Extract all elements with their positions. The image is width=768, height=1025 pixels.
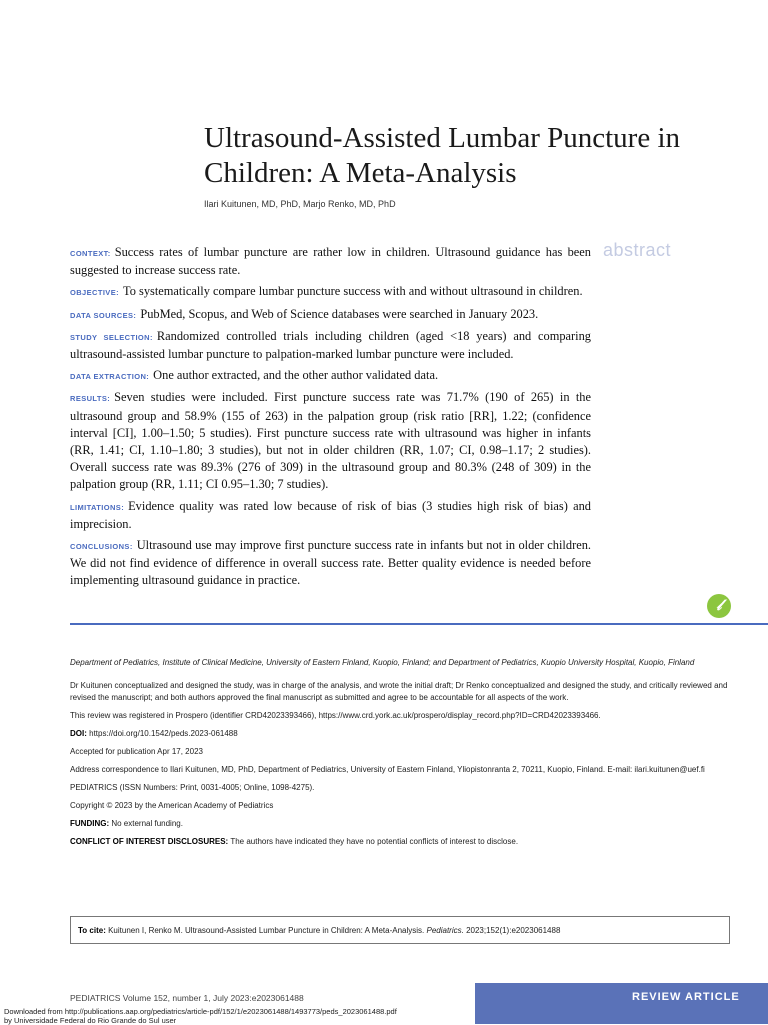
abstract-extraction [70, 367, 591, 385]
download-line-2: by Universidade Federal do Rio Grande do Sul user [4, 1017, 397, 1025]
download-line-1[interactable]: Downloaded from http://publications.aap.org/pediatrics/article-pdf/152/1/e2023061488/1493773/peds_2023061488.pdf [4, 1008, 397, 1017]
citation-box [70, 916, 730, 944]
abstract-limitations [70, 498, 591, 533]
download-notice [4, 1008, 397, 1025]
conclusions-text: Ultrasound use may improve first puncture success rate in infants but not in older children. We did not find evidence of difference in overall success rate. Better quality evidence is needed before implementing ultrasound guidance in practice. [70, 538, 591, 587]
results-label: RESULTS: [70, 394, 110, 403]
sources-text: PubMed, Scopus, and Web of Science databases were searched in January 2023. [140, 307, 538, 321]
footer-journal-info: PEDIATRICS Volume 152, number 1, July 2023:e2023061488 [70, 993, 304, 1003]
cite-text: Kuitunen I, Renko M. Ultrasound-Assisted Lumbar Puncture in Children: A Meta-Analysis. [108, 926, 424, 935]
section-divider [70, 623, 768, 625]
funding-label: FUNDING: [70, 819, 109, 828]
author-list: Ilari Kuitunen, MD, PhD, Marjo Renko, MD, PhD [204, 199, 396, 209]
funding-text: No external funding. [111, 819, 183, 828]
accepted-date: Accepted for publication Apr 17, 2023 [70, 746, 730, 758]
conclusions-label: CONCLUSIONS: [70, 542, 133, 551]
review-article-band [475, 983, 768, 1024]
abstract-selection [70, 328, 591, 363]
coi-line [70, 836, 730, 848]
results-text: Seven studies were included. First puncture success rate was 71.7% (190 of 265) in the ultrasound group and 58.9% (155 of 263) in the palpation group (risk ratio [RR], 1.22; (confidence interval [CI], 1.00–1.50; 5 studies). First puncture success rate with ultrasound was higher in infants (RR, 1.41; CI, 1.10–1.80; 3 studies), but not in older children (RR, 1.07; CI, 0.98–1.17; 2 studies). Overall success rate was 89.3% (276 of 309) in the ultrasound group and 80.3% (248 of 309) in the palpation group (RR, 1.11; CI 0.95–1.30; 7 studies). [70, 390, 591, 491]
author-contributions: Dr Kuitunen conceptualized and designed the study, was in charge of the analysis, and wrote the initial draft; Dr Renko conceptualized and designed the study, and critically reviewed and revised the manuscript; and both authors approved the final manuscript as submitted and agree to be accountable for all aspects of the work. [70, 680, 730, 704]
copyright-line: Copyright © 2023 by the American Academy of Pediatrics [70, 800, 730, 812]
abstract-body [70, 244, 591, 594]
extraction-label: DATA EXTRACTION: [70, 372, 149, 381]
cite-ref: 2023;152(1):e2023061488 [466, 926, 560, 935]
article-title: Ultrasound-Assisted Lumbar Puncture in Children: A Meta-Analysis [204, 121, 744, 191]
abstract-conclusions [70, 537, 591, 590]
registration-note: This review was registered in Prospero (identifier CRD42023393466), https://www.crd.york.ac.uk/prospero/display_record.php?ID=CRD42023393466. [70, 710, 730, 722]
funding-line [70, 818, 730, 830]
context-text: Success rates of lumbar puncture are rather low in children. Ultrasound guidance has been suggested to increase success rate. [70, 245, 591, 277]
context-label: CONTEXT: [70, 249, 111, 258]
abstract-heading: abstract [603, 240, 671, 261]
section-label: REVIEW ARTICLE [632, 991, 740, 1003]
abstract-sources [70, 306, 591, 324]
abstract-results [70, 389, 591, 493]
coi-label: CONFLICT OF INTEREST DISCLOSURES: [70, 837, 228, 846]
objective-label: OBJECTIVE: [70, 288, 119, 297]
sources-label: DATA SOURCES: [70, 311, 136, 320]
abstract-context [70, 244, 591, 279]
open-access-icon[interactable]: 𝓁 [707, 594, 731, 618]
doi-line [70, 728, 730, 740]
cite-label: To cite: [78, 926, 106, 935]
limitations-text: Evidence quality was rated low because of risk of bias (3 studies high risk of bias) and imprecision. [70, 499, 591, 531]
objective-text: To systematically compare lumbar puncture success with and without ultrasound in children. [123, 284, 583, 298]
cite-journal: Pediatrics. [426, 926, 463, 935]
abstract-objective [70, 283, 591, 301]
coi-text: The authors have indicated they have no potential conflicts of interest to disclose. [230, 837, 518, 846]
doi-label: DOI: [70, 729, 87, 738]
selection-label: STUDY SELECTION: [70, 333, 153, 342]
correspondence-address: Address correspondence to Ilari Kuitunen, MD, PhD, Department of Pediatrics, University of Eastern Finland, Yliopistonranta 2, 70211, Kuopio, Finland. E-mail: ilari.kuitunen@uef.fi [70, 764, 730, 776]
department-affiliation: Department of Pediatrics, Institute of Clinical Medicine, University of Eastern Finland, Kuopio, Finland; and Department of Pediatrics, Kuopio University Hospital, Kuopio, Finland [70, 657, 730, 669]
limitations-label: LIMITATIONS: [70, 503, 124, 512]
article-notes [70, 657, 730, 854]
doi-link[interactable]: https://doi.org/10.1542/peds.2023-061488 [89, 729, 238, 738]
issn-line: PEDIATRICS (ISSN Numbers: Print, 0031-4005; Online, 1098-4275). [70, 782, 730, 794]
selection-text: Randomized controlled trials including children (aged <18 years) and comparing ultrasound-assisted lumbar puncture to palpation-marked lumbar puncture were included. [70, 329, 591, 361]
extraction-text: One author extracted, and the other author validated data. [153, 368, 438, 382]
